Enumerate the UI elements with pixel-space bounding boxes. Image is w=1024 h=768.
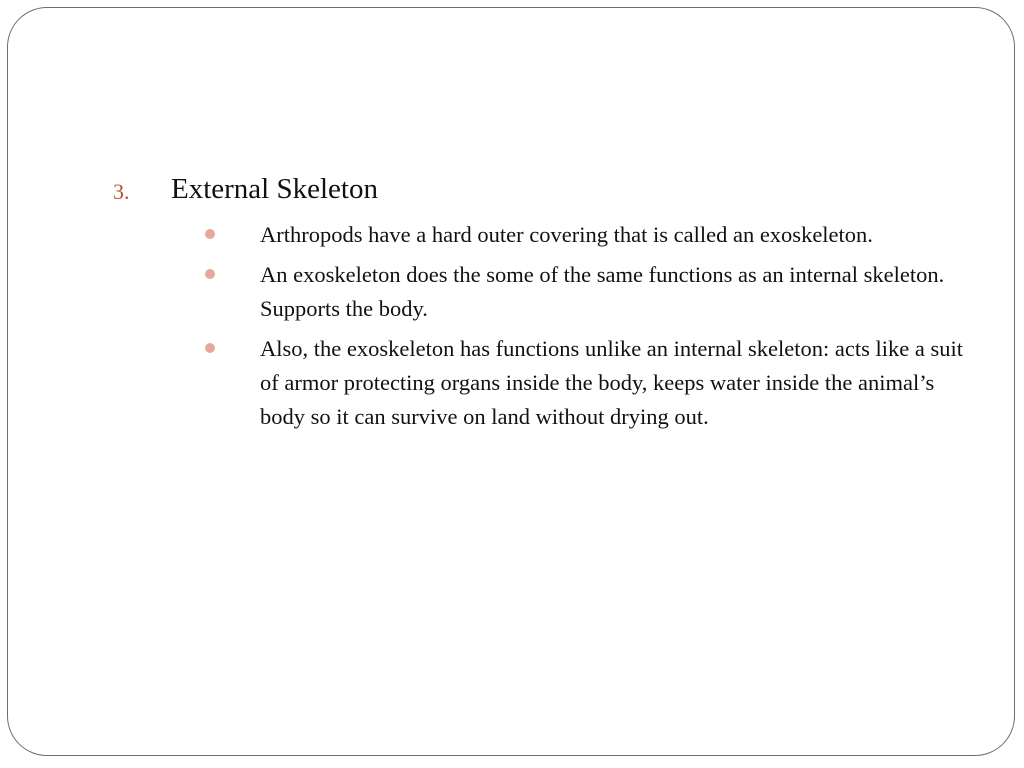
bullet-dot-icon — [205, 229, 215, 239]
bullet-dot-icon — [205, 343, 215, 353]
bullet-item — [199, 332, 969, 434]
bullet-text: An exoskeleton does the some of the same functions as an internal skeleton. Supports the body. — [260, 262, 956, 321]
bullet-text: Also, the exoskeleton has functions unlike an internal skeleton: acts like a suit of armor protecting organs inside the body, keeps water inside the animal’s body so it can survive on land without drying out. — [260, 336, 969, 429]
bullet-dot-icon — [205, 269, 215, 279]
item-number: 3. — [113, 179, 130, 204]
bullet-list — [199, 218, 969, 440]
slide-heading: External Skeleton — [171, 173, 378, 205]
bullet-text: Arthropods have a hard outer covering that is called an exoskeleton. — [260, 222, 873, 247]
bullet-item — [199, 218, 969, 252]
bullet-item — [199, 258, 969, 326]
